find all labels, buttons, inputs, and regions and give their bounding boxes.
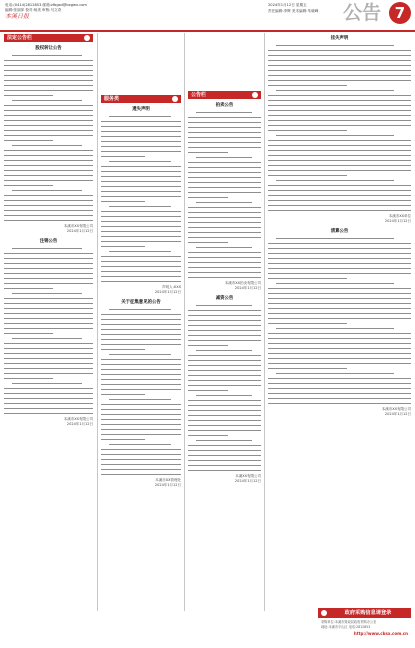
column-divider xyxy=(97,33,98,611)
section-header xyxy=(188,91,261,99)
notice-signature: 本溪市XX拍卖有限公司 xyxy=(224,281,261,285)
column-1 xyxy=(4,32,93,612)
footer-cta: 政府采购信息请登录 xyxy=(344,610,392,616)
section-title: 公告 xyxy=(343,2,382,24)
column-3 xyxy=(188,32,261,612)
section-label: 公告栏 xyxy=(191,92,207,98)
notice xyxy=(268,228,411,417)
section-label: 服务类 xyxy=(104,96,120,102)
notice-date: 2024年1月12日 xyxy=(384,219,411,223)
notice-date: 2024年1月12日 xyxy=(384,412,411,416)
footer-line: 采购单位:本溪市财政局政府采购办公室 xyxy=(321,620,377,624)
header-date: 2024年1月12日 星期五 xyxy=(268,3,307,7)
body-text-line xyxy=(4,218,93,223)
notice-title: 注销公告 xyxy=(39,239,58,244)
header-phone-line: 电话:(0414)2812853 邮箱:zfbgsd@bxgwx.com xyxy=(5,3,87,7)
notice-title: 清算公告 xyxy=(330,229,349,234)
body-text-line xyxy=(101,472,181,477)
notice xyxy=(101,106,181,295)
body-text-line xyxy=(268,401,411,406)
footer-bar xyxy=(318,608,411,618)
notice xyxy=(188,295,261,484)
section-header xyxy=(101,95,181,103)
notice-date: 2024年1月12日 xyxy=(154,483,181,487)
notice-date: 2024年1月12日 xyxy=(66,422,93,426)
newspaper-logo: 本溪日报 xyxy=(5,13,30,20)
notice-signature: 本溪市XX有限公司 xyxy=(63,224,93,228)
notice-title: 遗失声明 xyxy=(132,107,150,112)
globe-icon xyxy=(321,610,327,616)
footer-line: 地址:本溪市平山区 电话:2812853 xyxy=(321,625,371,629)
notice-signature: 声明人:XXX xyxy=(162,285,181,289)
body-text-line xyxy=(188,468,261,473)
column-4 xyxy=(268,32,411,606)
notice xyxy=(268,35,411,224)
body-text-line xyxy=(188,275,261,280)
notice-title: 减资公告 xyxy=(215,296,234,301)
body-text-line xyxy=(4,411,93,416)
notice-signature: 本溪市XX管理处 xyxy=(155,478,181,482)
body-text-line xyxy=(268,208,411,213)
column-divider xyxy=(264,33,265,611)
notice xyxy=(4,238,93,427)
notice-title: 拍卖公告 xyxy=(215,103,234,108)
notice-title: 挂失声明 xyxy=(330,36,349,41)
notice-title: 关于征集意见的公告 xyxy=(121,300,161,305)
section-icon xyxy=(84,35,90,41)
notice xyxy=(4,45,93,234)
notice xyxy=(101,299,181,488)
section-label: 法定公告栏 xyxy=(7,35,33,41)
notice-signature: 本溪市XX有限公司 xyxy=(63,417,93,421)
notice-date: 2024年1月12日 xyxy=(154,290,181,294)
section-header xyxy=(4,34,93,42)
column-2 xyxy=(101,32,181,612)
page-number-badge: 7 xyxy=(389,2,411,24)
notice-date: 2024年1月12日 xyxy=(234,286,261,290)
notice-signature: 本溪XX有限公司 xyxy=(235,474,261,478)
page-header xyxy=(0,0,415,32)
footer-url-link[interactable]: http://www.cbsx.com.cn xyxy=(353,631,408,636)
header-editor-right: 责任编辑:李辉 美术编辑:朱晓峰 xyxy=(268,9,319,13)
notice-date: 2024年1月12日 xyxy=(234,479,261,483)
procurement-footer xyxy=(318,608,411,638)
header-editor-line: 编辑:张丽萍 校对:杨美 审核:马文奇 xyxy=(5,8,62,12)
notice-title: 股权转让公告 xyxy=(35,46,62,51)
column-divider xyxy=(184,33,185,611)
notice-signature: 本溪市XX有限公司 xyxy=(381,407,411,411)
section-icon xyxy=(252,92,258,98)
body-text-line xyxy=(101,279,181,284)
notice xyxy=(188,102,261,291)
notice-date: 2024年1月12日 xyxy=(66,229,93,233)
notice-signature: 本溪市XX单位 xyxy=(388,214,411,218)
section-icon xyxy=(172,96,178,102)
